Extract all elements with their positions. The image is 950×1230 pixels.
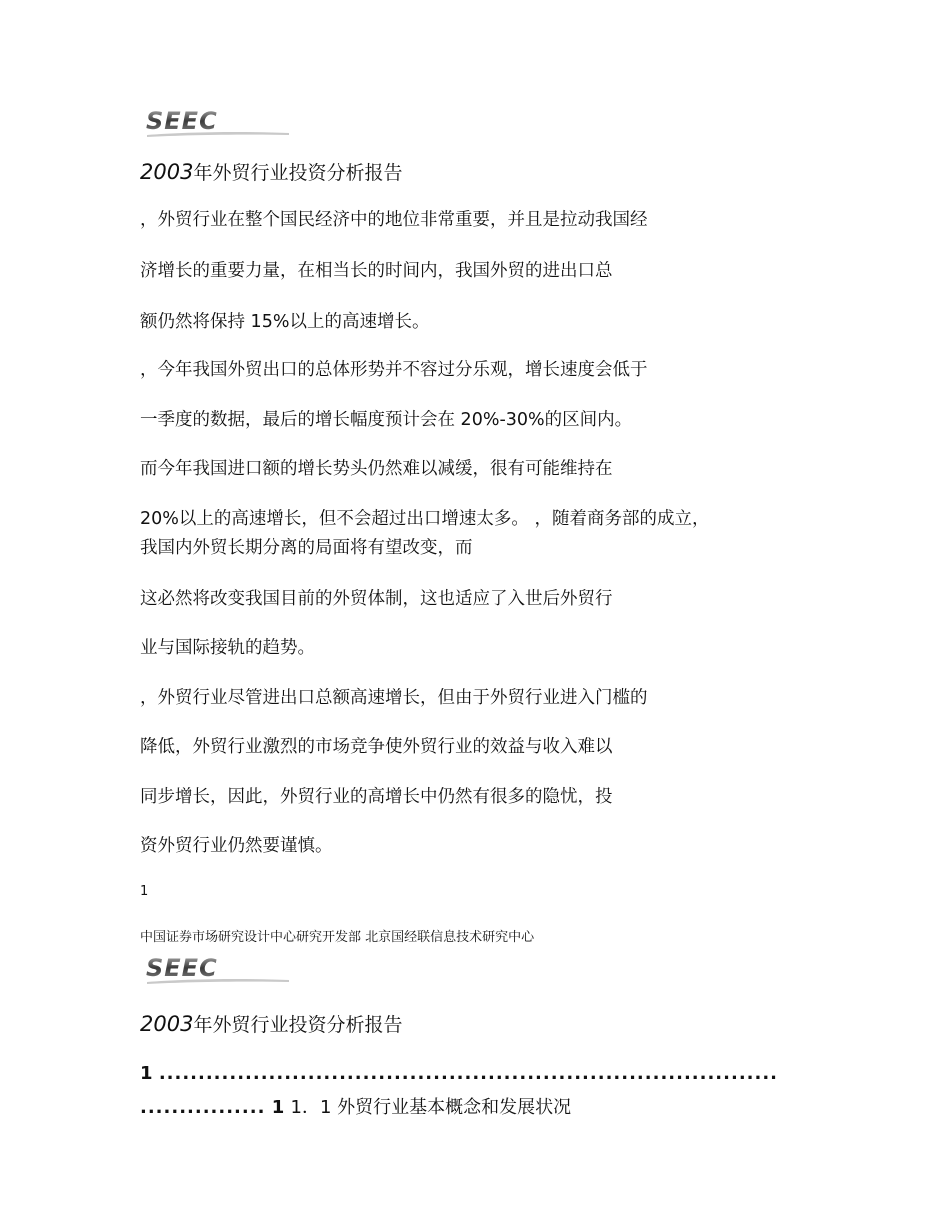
logo-text: SEEC [146, 954, 218, 982]
toc-leader-dots: ............................................................................... [158, 1063, 779, 1084]
body-line-6: 而今年我国进口额的增长势头仍然难以减缓，很有可能维持在 [140, 459, 613, 479]
title-text: 年外贸行业投资分析报告 [193, 1014, 403, 1036]
seec-logo-graphic [143, 952, 293, 988]
body-line-7: 20%以上的高速增长，但不会超过出口增速太多。 ，随着商务部的成立， [140, 509, 710, 529]
body-line-10: 业与国际接轨的趋势。 [140, 638, 315, 658]
toc-line-2[interactable] [140, 1093, 810, 1119]
body-line-8: 我国内外贸长期分离的局面将有望改变，而 [140, 538, 473, 558]
body-line-1: ，外贸行业在整个国民经济中的地位非常重要，并且是拉动我国经 [140, 210, 648, 230]
body-line-14: 资外贸行业仍然要谨慎。 [140, 836, 333, 856]
page-number: 1 [140, 884, 149, 899]
title-text: 年外贸行业投资分析报告 [193, 162, 403, 184]
toc-section-title: 1．1 外贸行业基本概念和发展状况 [290, 1097, 572, 1118]
body-line-9: 这必然将改变我国目前的外贸体制，这也适应了入世后外贸行 [140, 589, 613, 609]
report-title [140, 158, 402, 185]
toc-chapter-number: 1 [140, 1063, 153, 1084]
body-line-4: ，今年我国外贸出口的总体形势并不容过分乐观，增长速度会低于 [140, 360, 648, 380]
body-line-5: 一季度的数据，最后的增长幅度预计会在 20%-30%的区间内。 [140, 410, 633, 430]
toc-leader-dots: ................ [140, 1097, 266, 1118]
title-year: 2003 [140, 1012, 194, 1036]
seec-logo-graphic [143, 105, 293, 141]
body-line-3: 额仍然将保持 15%以上的高速增长。 [140, 312, 430, 332]
title-year: 2003 [140, 160, 194, 184]
toc-line-1[interactable] [140, 1063, 810, 1084]
page-footer: 中国证券市场研究设计中心研究开发部 北京国经联信息技术研究中心 [140, 930, 535, 945]
seec-logo-page-2 [143, 952, 293, 988]
toc-page-number: 1 [271, 1097, 285, 1118]
body-line-2: 济增长的重要力量，在相当长的时间内，我国外贸的进出口总 [140, 261, 613, 281]
report-title-page-2 [140, 1010, 402, 1037]
body-line-11: ，外贸行业尽管进出口总额高速增长，但由于外贸行业进入门槛的 [140, 688, 648, 708]
body-line-12: 降低，外贸行业激烈的市场竞争使外贸行业的效益与收入难以 [140, 737, 613, 757]
seec-logo [143, 105, 293, 141]
logo-text: SEEC [146, 107, 218, 135]
body-line-13: 同步增长，因此，外贸行业的高增长中仍然有很多的隐忧，投 [140, 787, 613, 807]
